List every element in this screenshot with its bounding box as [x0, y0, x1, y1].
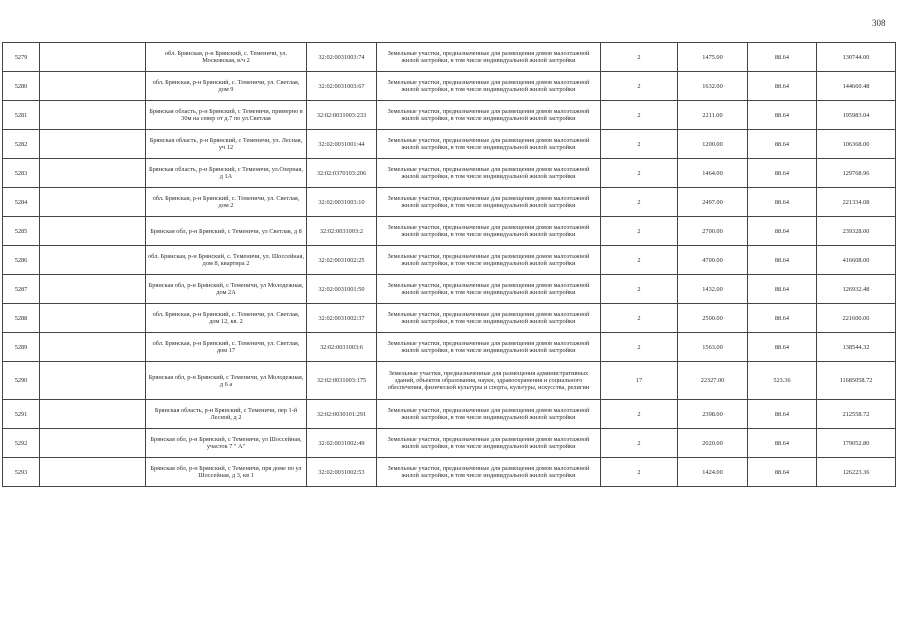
area-cell: 1563.00 — [678, 333, 748, 362]
empty-cell — [40, 101, 146, 130]
group-cell: 2 — [601, 333, 678, 362]
empty-cell — [40, 159, 146, 188]
row-number-cell: 5281 — [3, 101, 40, 130]
land-use-cell: Земельные участки, предназначенные для размещения домов малоэтажной жилой застройки, в том числе индивидуальной жилой застройки — [377, 400, 601, 429]
land-use-cell: Земельные участки, предназначенные для размещения домов малоэтажной жилой застройки, в том числе индивидуальной жилой застройки — [377, 333, 601, 362]
area-cell: 1464.00 — [678, 159, 748, 188]
land-use-cell: Земельные участки, предназначенные для размещения домов малоэтажной жилой застройки, в том числе индивидуальной жилой застройки — [377, 304, 601, 333]
row-number-cell: 5293 — [3, 458, 40, 487]
land-use-cell: Земельные участки, предназначенные для размещения домов малоэтажной жилой застройки, в том числе индивидуальной жилой застройки — [377, 101, 601, 130]
cadastral-number-cell: 32:02:0031003:175 — [307, 362, 377, 400]
row-number-cell: 5289 — [3, 333, 40, 362]
row-number-cell: 5287 — [3, 275, 40, 304]
table-row — [3, 130, 896, 159]
address-cell: обл. Брянская, р-н Брянский, с. Теменичи, ул. Шоссейная, дом 8, квартира 2 — [146, 246, 307, 275]
group-cell: 2 — [601, 159, 678, 188]
area-cell: 2211.00 — [678, 101, 748, 130]
table-body — [3, 43, 896, 487]
specific-value-cell: 88.64 — [748, 458, 817, 487]
area-cell: 2497.00 — [678, 188, 748, 217]
row-number-cell: 5288 — [3, 304, 40, 333]
row-number-cell: 5290 — [3, 362, 40, 400]
row-number-cell: 5285 — [3, 217, 40, 246]
cadastral-number-cell: 32:02:0031003:74 — [307, 43, 377, 72]
table-row — [3, 458, 896, 487]
address-cell: Брянская обл, р-н Брянский, с Теменичи, ул Светлая, д 8 — [146, 217, 307, 246]
area-cell: 1200.00 — [678, 130, 748, 159]
cadastral-number-cell: 32:02:0370103:206 — [307, 159, 377, 188]
row-number-cell: 5279 — [3, 43, 40, 72]
group-cell: 2 — [601, 217, 678, 246]
empty-cell — [40, 362, 146, 400]
empty-cell — [40, 72, 146, 101]
group-cell: 2 — [601, 458, 678, 487]
area-cell: 1632.00 — [678, 72, 748, 101]
land-use-cell: Земельные участки, предназначенные для размещения домов малоэтажной жилой застройки, в том числе индивидуальной жилой застройки — [377, 159, 601, 188]
specific-value-cell: 88.64 — [748, 43, 817, 72]
cadastral-number-cell: 32:02:0031001:50 — [307, 275, 377, 304]
group-cell: 2 — [601, 246, 678, 275]
cadastral-value-cell: 11685058.72 — [817, 362, 896, 400]
empty-cell — [40, 333, 146, 362]
empty-cell — [40, 429, 146, 458]
cadastral-number-cell: 32:02:0031002:49 — [307, 429, 377, 458]
table-row — [3, 43, 896, 72]
row-number-cell: 5280 — [3, 72, 40, 101]
cadastral-value-cell: 130744.00 — [817, 43, 896, 72]
cadastral-number-cell: 32:02:0031003:10 — [307, 188, 377, 217]
table-row — [3, 217, 896, 246]
empty-cell — [40, 43, 146, 72]
group-cell: 2 — [601, 72, 678, 101]
group-cell: 2 — [601, 400, 678, 429]
land-use-cell: Земельные участки, предназначенные для размещения домов малоэтажной жилой застройки, в том числе индивидуальной жилой застройки — [377, 130, 601, 159]
empty-cell — [40, 217, 146, 246]
row-number-cell: 5286 — [3, 246, 40, 275]
empty-cell — [40, 246, 146, 275]
group-cell: 2 — [601, 101, 678, 130]
table-row — [3, 101, 896, 130]
address-cell: Брянская обл, р-н Брянский, с Теменичи, ул Молодежная, д 6 а — [146, 362, 307, 400]
table-row — [3, 159, 896, 188]
land-use-cell: Земельные участки, предназначенные для размещения домов малоэтажной жилой застройки, в том числе индивидуальной жилой застройки — [377, 217, 601, 246]
cadastral-value-table — [2, 42, 896, 487]
address-cell: Брянская область, р-н Брянский, с Теменичи, примерно в 30м на север от д.7 по ул.Светлая — [146, 101, 307, 130]
specific-value-cell: 88.64 — [748, 333, 817, 362]
cadastral-number-cell: 32:02:0031002:53 — [307, 458, 377, 487]
group-cell: 17 — [601, 362, 678, 400]
cadastral-value-cell: 416608.00 — [817, 246, 896, 275]
cadastral-value-cell: 221600.00 — [817, 304, 896, 333]
area-cell: 2700.00 — [678, 217, 748, 246]
table-row — [3, 362, 896, 400]
row-number-cell: 5292 — [3, 429, 40, 458]
cadastral-value-cell: 239328.00 — [817, 217, 896, 246]
specific-value-cell: 88.64 — [748, 246, 817, 275]
address-cell: Брянская область, р-н Брянский, с Теменичи, ул. Лесная, уч 12 — [146, 130, 307, 159]
cadastral-value-cell: 221334.08 — [817, 188, 896, 217]
land-use-cell: Земельные участки, предназначенные для размещения домов малоэтажной жилой застройки, в том числе индивидуальной жилой застройки — [377, 72, 601, 101]
group-cell: 2 — [601, 130, 678, 159]
row-number-cell: 5283 — [3, 159, 40, 188]
specific-value-cell: 88.64 — [748, 130, 817, 159]
empty-cell — [40, 400, 146, 429]
table-row — [3, 246, 896, 275]
land-use-cell: Земельные участки, предназначенные для размещения административных зданий, объектов образования, науки, здравоохранения и социального обеспечения, физической культуры и спорта, культуры, искусства, религии — [377, 362, 601, 400]
address-cell: обл. Брянская, р-н Брянский, с. Теменичи, ул. Московская, в/ч 2 — [146, 43, 307, 72]
row-number-cell: 5284 — [3, 188, 40, 217]
row-number-cell: 5291 — [3, 400, 40, 429]
row-number-cell: 5282 — [3, 130, 40, 159]
empty-cell — [40, 458, 146, 487]
group-cell: 2 — [601, 43, 678, 72]
specific-value-cell: 88.64 — [748, 429, 817, 458]
cadastral-value-cell: 195983.04 — [817, 101, 896, 130]
area-cell: 2500.00 — [678, 304, 748, 333]
cadastral-value-cell: 126223.36 — [817, 458, 896, 487]
cadastral-number-cell: 32:02:0031002:25 — [307, 246, 377, 275]
address-cell: Брянская область, р-н Брянский, с Теменичи, пер 1-й Лесной, д 2 — [146, 400, 307, 429]
cadastral-number-cell: 32:02:0031003:67 — [307, 72, 377, 101]
specific-value-cell: 88.64 — [748, 304, 817, 333]
empty-cell — [40, 188, 146, 217]
specific-value-cell: 88.64 — [748, 188, 817, 217]
page-number: 308 — [872, 18, 886, 28]
specific-value-cell: 88.64 — [748, 72, 817, 101]
specific-value-cell: 88.64 — [748, 400, 817, 429]
table-row — [3, 275, 896, 304]
table-row — [3, 72, 896, 101]
cadastral-value-cell: 212558.72 — [817, 400, 896, 429]
land-use-cell: Земельные участки, предназначенные для размещения домов малоэтажной жилой застройки, в том числе индивидуальной жилой застройки — [377, 275, 601, 304]
specific-value-cell: 523.36 — [748, 362, 817, 400]
empty-cell — [40, 275, 146, 304]
cadastral-value-cell: 179052.80 — [817, 429, 896, 458]
cadastral-value-cell: 138544.32 — [817, 333, 896, 362]
table-row — [3, 304, 896, 333]
cadastral-number-cell: 32:02:0030101:291 — [307, 400, 377, 429]
empty-cell — [40, 130, 146, 159]
address-cell: Брянская обл, р-н Брянский, с Теменичи, ул Молодежная, дом 2А — [146, 275, 307, 304]
address-cell: Брянская область, р-н Брянский, с Теменичи, ул.Озерная, д 1А — [146, 159, 307, 188]
area-cell: 1475.00 — [678, 43, 748, 72]
specific-value-cell: 88.64 — [748, 159, 817, 188]
land-use-cell: Земельные участки, предназначенные для размещения домов малоэтажной жилой застройки, в том числе индивидуальной жилой застройки — [377, 246, 601, 275]
area-cell: 2020.00 — [678, 429, 748, 458]
specific-value-cell: 88.64 — [748, 275, 817, 304]
cadastral-value-cell: 106368.00 — [817, 130, 896, 159]
area-cell: 1432.00 — [678, 275, 748, 304]
cadastral-value-cell: 144660.48 — [817, 72, 896, 101]
group-cell: 2 — [601, 429, 678, 458]
area-cell: 4700.00 — [678, 246, 748, 275]
land-use-cell: Земельные участки, предназначенные для размещения домов малоэтажной жилой застройки, в том числе индивидуальной жилой застройки — [377, 429, 601, 458]
land-use-cell: Земельные участки, предназначенные для размещения домов малоэтажной жилой застройки, в том числе индивидуальной жилой застройки — [377, 458, 601, 487]
cadastral-number-cell: 32:02:0031002:37 — [307, 304, 377, 333]
group-cell: 2 — [601, 304, 678, 333]
land-use-cell: Земельные участки, предназначенные для размещения домов малоэтажной жилой застройки, в том числе индивидуальной жилой застройки — [377, 43, 601, 72]
area-cell: 1424.00 — [678, 458, 748, 487]
cadastral-number-cell: 32:02:0031001:44 — [307, 130, 377, 159]
table-row — [3, 400, 896, 429]
address-cell: обл. Брянская, р-н Брянский, с. Теменичи, ул. Светлая, дом 9 — [146, 72, 307, 101]
group-cell: 2 — [601, 275, 678, 304]
cadastral-value-cell: 126932.48 — [817, 275, 896, 304]
specific-value-cell: 88.64 — [748, 217, 817, 246]
specific-value-cell: 88.64 — [748, 101, 817, 130]
address-cell: обл. Брянская, р-н Брянский, с. Теменичи, ул. Светлая, дом 2 — [146, 188, 307, 217]
address-cell: Брянская обл, р-н Брянский, с Теменичи, ул Шоссейная, участок 7 " А" — [146, 429, 307, 458]
cadastral-number-cell: 32:02:0031003:6 — [307, 333, 377, 362]
table-row — [3, 429, 896, 458]
address-cell: обл. Брянская, р-н Брянский, с. Теменичи, ул. Светлая, дом 12, кв. 2 — [146, 304, 307, 333]
area-cell: 22327.00 — [678, 362, 748, 400]
table-row — [3, 188, 896, 217]
area-cell: 2398.00 — [678, 400, 748, 429]
address-cell: Брянская обл, р-н Брянский, с Теменичи, пря доме по ул Шоссейная, д 3, кв 1 — [146, 458, 307, 487]
cadastral-value-cell: 129768.96 — [817, 159, 896, 188]
cadastral-number-cell: 32:02:0031003:233 — [307, 101, 377, 130]
group-cell: 2 — [601, 188, 678, 217]
empty-cell — [40, 304, 146, 333]
land-use-cell: Земельные участки, предназначенные для размещения домов малоэтажной жилой застройки, в том числе индивидуальной жилой застройки — [377, 188, 601, 217]
table-row — [3, 333, 896, 362]
address-cell: обл. Брянская, р-н Брянский, с. Теменичи, ул. Светлая, дом 17 — [146, 333, 307, 362]
cadastral-number-cell: 32:02:0031003:2 — [307, 217, 377, 246]
